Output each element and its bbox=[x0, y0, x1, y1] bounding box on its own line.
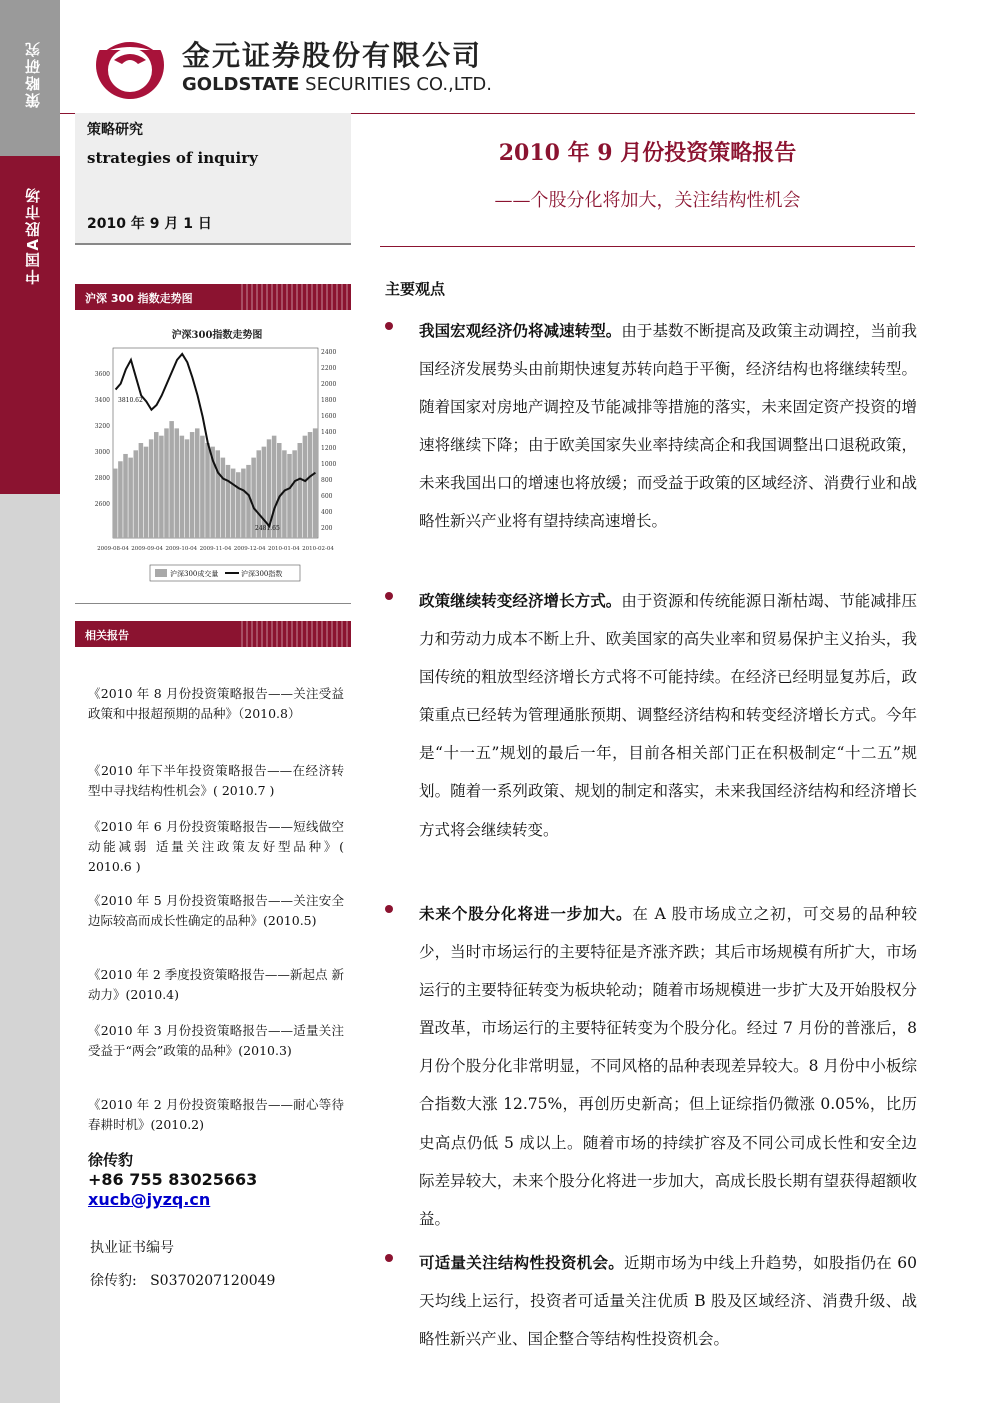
main-points-heading: 主要观点 bbox=[385, 280, 446, 298]
volume-bar bbox=[123, 454, 128, 538]
legend-label-index: 沪深300指数 bbox=[241, 570, 283, 578]
x-tick-label: 2010-01-04 bbox=[267, 546, 300, 552]
side-market-label: 中国A股市场 bbox=[24, 186, 42, 285]
report-info-box bbox=[75, 113, 351, 245]
report-item: 《2010 年 2 季度投资策略报告——新起点 新动力》(2010.4) bbox=[88, 967, 344, 1002]
volume-bar bbox=[205, 443, 210, 538]
point-text: 未来个股分化将进一步加大。在 A 股市场成立之初，可交易的品种较少，当时市场运行的主要特征是齐涨齐跌；其后市场规模有所扩大，市场运行的主要特征转变为板块轮动；随着市场规模进一步扩大及开始股权分置改革，市场运行的主要特征转变为个股分化。经过 7 月份的普涨后，8 月份个股分化非常明显，不同风格的品种表现差异较大。8 月份中小板综合指数大涨 12.75%，再创历史新高；但上证综指仍微涨 0.05%，比历史高点仍低 5 成以上。随着市场的持续扩容及不同公司成长性和安全边际差异较大，未来个股分化将进一步加大，高成长股长期有望获得超额收益。 bbox=[419, 904, 917, 1228]
report-subtitle: ——个股分化将加大，关注结构性机会 bbox=[494, 190, 801, 211]
title-rule bbox=[380, 246, 915, 247]
volume-bar bbox=[169, 421, 174, 538]
report-title: 2010 年 9 月份投资策略报告 bbox=[498, 140, 797, 166]
report-date: 2010 年 9 月 1 日 bbox=[87, 216, 212, 232]
right-tick-label: 2000 bbox=[321, 381, 337, 388]
volume-bar bbox=[226, 465, 231, 538]
report-item: 《2010 年 5 月份投资策略报告——关注安全边际较高而成长性确定的品种》(2010.5) bbox=[88, 893, 344, 928]
bullet-icon bbox=[385, 322, 393, 330]
volume-bar bbox=[287, 454, 292, 538]
volume-bar bbox=[241, 469, 246, 538]
chart-section-header: 沪深 300 指数走势图 bbox=[75, 284, 351, 310]
volume-bar bbox=[185, 439, 190, 538]
volume-bar bbox=[154, 432, 159, 538]
volume-bar bbox=[272, 436, 277, 538]
volume-bar bbox=[159, 436, 164, 538]
volume-bar bbox=[139, 443, 144, 538]
right-tick-label: 1800 bbox=[321, 397, 337, 404]
x-tick-label: 2009-12-04 bbox=[233, 546, 266, 552]
chart-title: 沪深300指数走势图 bbox=[171, 330, 263, 341]
logo-mark-icon bbox=[90, 30, 170, 100]
bullet-icon bbox=[385, 905, 393, 913]
right-tick-label: 600 bbox=[321, 493, 333, 500]
report-item: 《2010 年 3 月份投资策略报告——适量关注受益于“两会”政策的品种》(2010.3) bbox=[88, 1023, 344, 1058]
index-chart bbox=[85, 318, 350, 593]
point-text: 我国宏观经济仍将减速转型。由于基数不断提高及政策主动调控，当前我国经济发展势头由前期快速复苏转向趋于平衡，经济结构也将继续转型。随着国家对房地产调控及节能减排等措施的落实，未来固定资产投资的增速将继续下降；由于欧美国家失业率持续高企和我国调整出口退税政策，未来我国出口的增速也将放缓；而受益于政策的区域经济、消费行业和战略性新兴产业将有望持续高速增长。 bbox=[419, 321, 917, 531]
x-tick-label: 2009-11-04 bbox=[199, 546, 232, 552]
volume-bar bbox=[298, 443, 303, 538]
x-tick-label: 2009-10-04 bbox=[165, 546, 198, 552]
point-text: 政策继续转变经济增长方式。由于资源和传统能源日渐枯竭、节能减排压力和劳动力成本不断上升、欧美国家的高失业率和贸易保护主义抬头，我国传统的粗放型经济增长方式将不可能持续。在经济已经明显复苏后，政策重点已经转为管理通胀预期、调整经济结构和转变经济增长方式。今年是“十一五”规划的最后一年，目前各相关部门正在积极制定“十二五”规划。随着一系列政策、规划的制定和落实，未来我国经济结构和经济增长方式将会继续转变。 bbox=[419, 591, 917, 839]
volume-bar bbox=[144, 447, 149, 538]
bullet-icon bbox=[385, 592, 393, 600]
volume-bar bbox=[246, 465, 251, 538]
volume-bar bbox=[128, 458, 133, 538]
x-tick-label: 2010-02-04 bbox=[302, 546, 334, 552]
volume-bar bbox=[118, 461, 123, 538]
volume-bar bbox=[313, 428, 318, 538]
report-category: 策略研究 bbox=[87, 122, 143, 138]
company-logo bbox=[90, 30, 530, 100]
left-tick-label: 3000 bbox=[94, 449, 110, 456]
cert-label: 执业证书编号 bbox=[90, 1240, 174, 1256]
legend-swatch-volume bbox=[155, 569, 167, 577]
side-category-label: 策略研究 bbox=[24, 40, 42, 108]
left-tick-label: 3400 bbox=[94, 397, 110, 404]
side-market-block bbox=[0, 156, 60, 494]
report-item: 《2010 年 2 月份投资策略报告——耐心等待春耕时机》(2010.2) bbox=[88, 1097, 344, 1132]
right-tick-label: 1200 bbox=[321, 445, 337, 452]
right-tick-label: 1600 bbox=[321, 413, 337, 420]
logo-company-name-en: GOLDSTATE SECURITIES CO.,LTD. bbox=[182, 74, 492, 95]
bullet-icon bbox=[385, 1254, 393, 1262]
low-value-label: 2481.65 bbox=[255, 525, 280, 532]
left-tick-label: 2600 bbox=[94, 501, 110, 508]
volume-bar bbox=[200, 436, 205, 538]
right-tick-label: 800 bbox=[321, 477, 333, 484]
volume-bar bbox=[175, 428, 180, 538]
analyst-name: 徐传豹 bbox=[88, 1151, 134, 1169]
report-item: 《2010 年下半年投资策略报告——在经济转型中寻找结构性机会》( 2010.7 ) bbox=[88, 763, 344, 798]
right-tick-label: 1000 bbox=[321, 461, 337, 468]
volume-bar bbox=[231, 469, 236, 538]
cert-number: 徐传豹: S0370207120049 bbox=[90, 1273, 276, 1289]
right-tick-label: 2200 bbox=[321, 365, 337, 372]
volume-bar bbox=[216, 450, 221, 538]
chart-divider bbox=[75, 603, 351, 604]
point-text: 可适量关注结构性投资机会。近期市场为中线上升趋势，如股指仍在 60 天均线上运行，投资者可适量关注优质 B 股及区域经济、消费升级、战略性新兴产业、国企整合等结构性投资机会。 bbox=[419, 1253, 917, 1349]
volume-bar bbox=[190, 432, 195, 538]
left-tick-label: 3600 bbox=[94, 371, 110, 378]
report-item: 《2010 年 6 月份投资策略报告——短线做空动能减弱 适量关注政策友好型品种》( 2010.6 ) bbox=[88, 819, 344, 874]
right-tick-label: 200 bbox=[321, 525, 333, 532]
x-tick-label: 2009-09-04 bbox=[131, 546, 164, 552]
volume-bar bbox=[164, 428, 169, 538]
volume-bar bbox=[113, 469, 118, 538]
left-tick-label: 3200 bbox=[94, 423, 110, 430]
volume-bar bbox=[308, 432, 313, 538]
x-tick-label: 2009-08-04 bbox=[97, 546, 129, 552]
volume-bar bbox=[134, 450, 139, 538]
volume-bar bbox=[149, 439, 154, 538]
right-tick-label: 400 bbox=[321, 509, 333, 516]
legend-label-volume: 沪深300成交量 bbox=[170, 570, 219, 578]
logo-company-name-cn: 金元证券股份有限公司 bbox=[182, 39, 483, 72]
volume-bar bbox=[195, 428, 200, 538]
volume-bar bbox=[277, 443, 282, 538]
analyst-email-link[interactable]: xucb@jyzq.cn bbox=[88, 1190, 211, 1209]
high-value-label: 3810.62 bbox=[118, 397, 143, 404]
analyst-phone: +86 755 83025663 bbox=[88, 1170, 258, 1189]
side-category-block bbox=[0, 0, 60, 156]
volume-bar bbox=[236, 472, 241, 538]
right-tick-label: 1400 bbox=[321, 429, 337, 436]
volume-bar bbox=[221, 458, 226, 538]
report-item: 《2010 年 8 月份投资策略报告——关注受益政策和中报超预期的品种》（2010.8） bbox=[88, 686, 344, 721]
report-category-en: strategies of inquiry bbox=[87, 149, 258, 167]
reports-section-header: 相关报告 bbox=[75, 621, 351, 647]
volume-bar bbox=[292, 450, 297, 538]
right-tick-label: 2400 bbox=[321, 349, 337, 356]
volume-bar bbox=[303, 436, 308, 538]
volume-bar bbox=[180, 436, 185, 538]
left-tick-label: 2800 bbox=[94, 475, 110, 482]
